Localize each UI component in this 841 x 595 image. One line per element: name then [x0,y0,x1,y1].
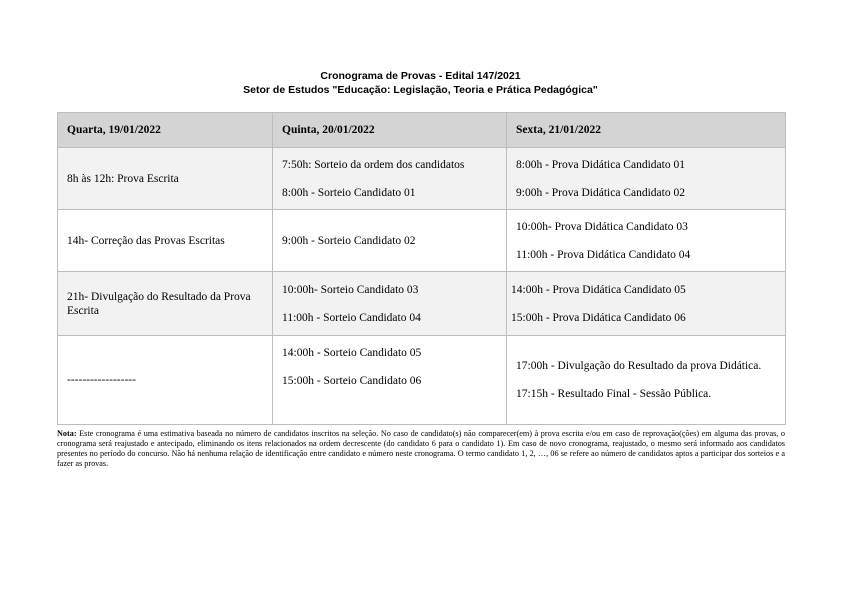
table-cell [58,148,273,210]
cell-text: 14h- Correção das Provas Escritas [67,234,225,247]
footnote-label: Nota: [57,429,77,438]
cell-text: 8:00h - Prova Didática Candidato 01 [516,158,685,171]
table-cell [58,210,273,272]
cell-text: 17:15h - Resultado Final - Sessão Pública. [516,388,712,400]
table-cell [507,272,786,336]
cell-text: 15:00h - Sorteio Candidato 06 [282,375,422,387]
table-cell [273,210,507,272]
column-header-friday: Sexta, 21/01/2022 [507,113,786,148]
cell-text: 11:00h - Prova Didática Candidato 04 [516,248,691,261]
table-cell [58,336,273,425]
cell-text: 9:00h - Sorteio Candidato 02 [282,234,416,247]
document-title: Cronograma de Provas - Edital 147/2021 [320,70,521,82]
table-cell [58,272,273,336]
cell-text: 21h- Divulgação do Resultado da Prova Escrita [67,290,251,317]
table-cell [507,336,786,425]
table-cell [507,210,786,272]
document-subtitle: Setor de Estudos "Educação: Legislação, Teoria e Prática Pedagógica" [243,84,598,96]
cell-text: 7:50h: Sorteio da ordem dos candidatos [282,158,465,171]
table-cell [273,272,507,336]
cell-text: 15:00h - Prova Didática Candidato 06 [511,311,686,324]
table-header-row [58,113,786,148]
cell-text: 17:00h - Divulgação do Resultado da prova Didática. [516,360,762,372]
cell-text: 9:00h - Prova Didática Candidato 02 [516,186,685,199]
cell-text: 14:00h - Sorteio Candidato 05 [282,347,422,359]
column-header-thursday: Quinta, 20/01/2022 [273,113,507,148]
document-header [0,69,841,97]
table-row [58,148,786,210]
table-row [58,336,786,425]
cell-text: 11:00h - Sorteio Candidato 04 [282,311,421,324]
table-row [58,272,786,336]
table-cell [273,336,507,425]
table-cell [507,148,786,210]
cell-text: 10:00h- Prova Didática Candidato 03 [516,220,688,233]
cell-text: 14:00h - Prova Didática Candidato 05 [511,283,686,296]
table-row [58,210,786,272]
cell-text: 10:00h- Sorteio Candidato 03 [282,283,419,296]
schedule-table [57,112,786,425]
cell-text: 8h às 12h: Prova Escrita [67,172,179,185]
table-cell [273,148,507,210]
footnote [57,429,785,469]
column-header-wednesday: Quarta, 19/01/2022 [58,113,273,148]
footnote-text: Este cronograma é uma estimativa baseada no número de candidatos inscritos na seleção. No caso de candidato(s) não comparecer(em) à prova escrita e/ou em caso de reprovação(ções) em alguma das provas, o cronograma será reajustado e antecipado, eliminando os itens relacionados na ordem decrescente (do candidato 6 para o candidato 1). Em caso de novo cronograma, reajustado, o mesmo será informado aos candidatos presentes no período do concurso. Não há nenhuma relação de identificação entre candidato e número neste cronograma. O termo candidato 1, 2, …, 06 se refere ao número de candidatos aptos a participar dos sorteios e a fazer as provas. [57,429,785,468]
cell-text: 8:00h - Sorteio Candidato 01 [282,186,416,199]
cell-text: ------------------ [67,374,136,386]
